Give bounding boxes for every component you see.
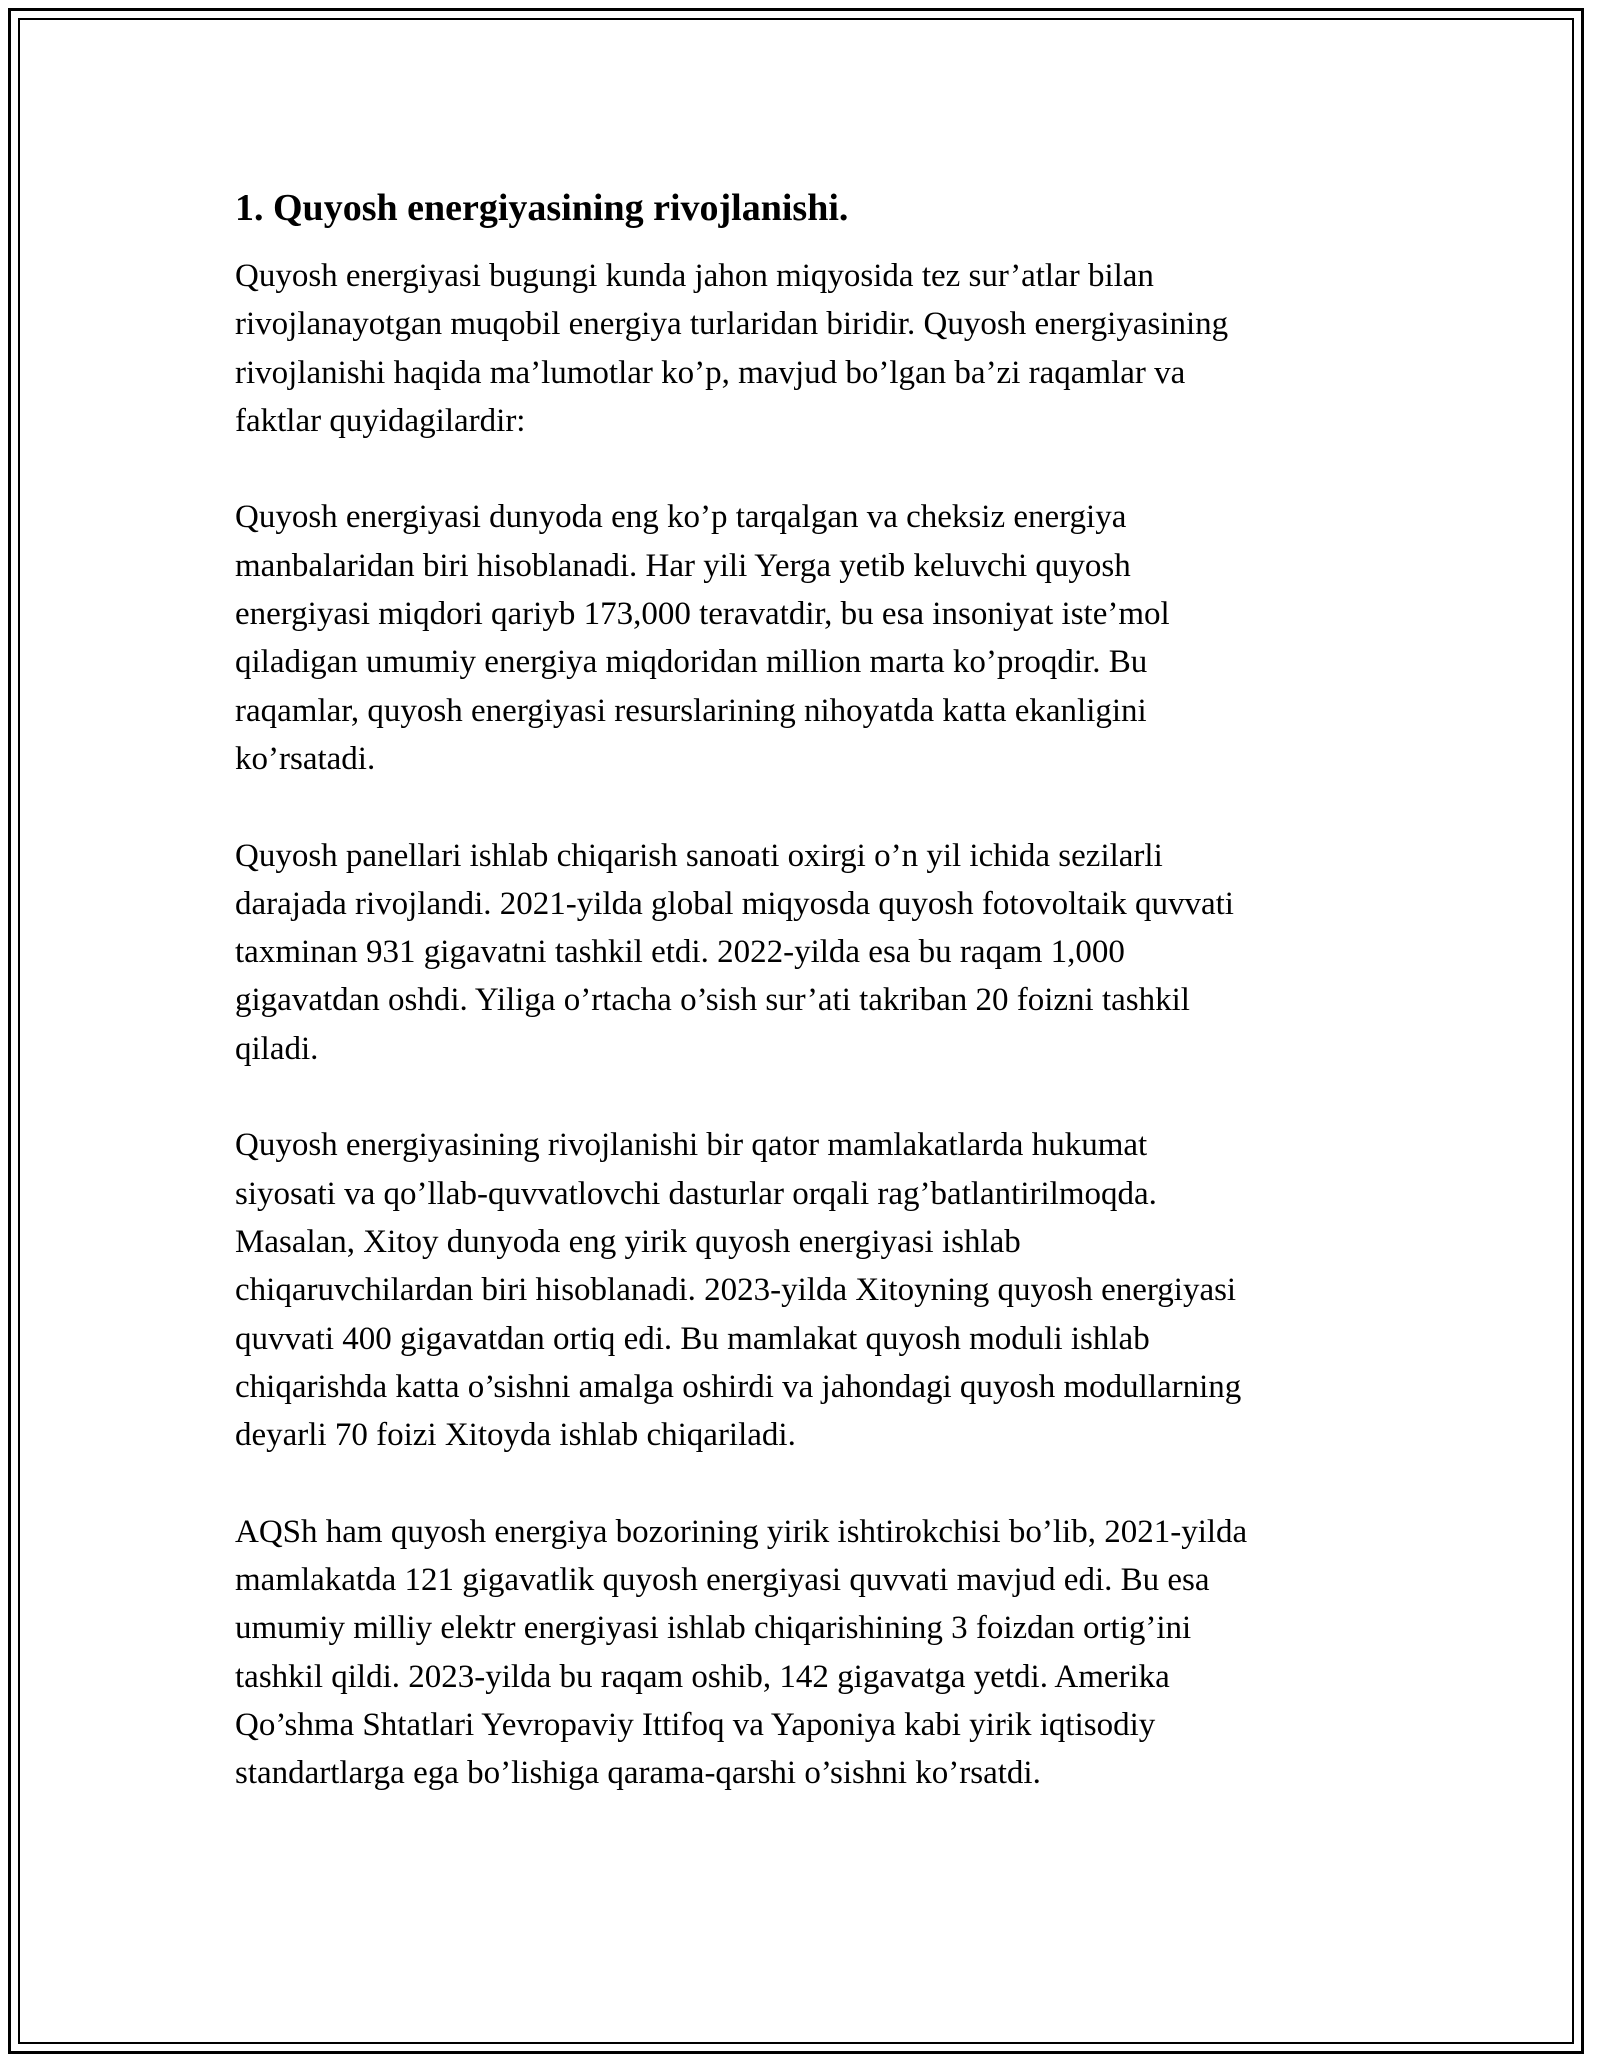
paragraph [235, 1508, 1375, 1798]
text-line: mamlakatda 121 gigavatlik quyosh energiyasi quvvati mavjud edi. Bu esa [235, 1562, 1210, 1599]
text-line: ko’rsatadi. [235, 740, 376, 777]
paragraph [235, 1121, 1375, 1459]
text-line: qiladi. [235, 1030, 319, 1067]
paragraph [235, 252, 1375, 445]
text-line: chiqaruvchilardan biri hisoblanadi. 2023-yilda Xitoyning quyosh energiyasi [235, 1272, 1237, 1309]
text-line: siyosati va qo’llab-quvvatlovchi dasturlar orqali rag’batlantirilmoqda. [235, 1175, 1157, 1212]
text-line: Qo’shma Shtatlari Yevropaviy Ittifoq va Yaponiya kabi yirik iqtisodiy [235, 1706, 1156, 1743]
text-line: Masalan, Xitoy dunyoda eng yirik quyosh energiyasi ishlab [235, 1223, 1021, 1260]
text-line: AQSh ham quyosh energiya bozorining yirik ishtirokchisi bo’lib, 2021-yilda [235, 1513, 1248, 1550]
text-line: rivojlanayotgan muqobil energiya turlaridan biridir. Quyosh energiyasining [235, 306, 1229, 343]
document-body [235, 184, 1375, 1846]
text-line: standartlarga ega bo’lishiga qarama-qarshi o’sishni ko’rsatdi. [235, 1755, 1041, 1792]
text-line: faktlar quyidagilardir: [235, 402, 526, 439]
text-line: taxminan 931 gigavatni tashkil etdi. 2022-yilda esa bu raqam 1,000 [235, 934, 1125, 971]
text-line: Quyosh energiyasi dunyoda eng ko’p tarqalgan va cheksiz energiya [235, 499, 1127, 536]
paragraph-list [235, 252, 1375, 1798]
text-line: umumiy milliy elektr energiyasi ishlab chiqarishining 3 foizdan ortig’ini [235, 1610, 1192, 1647]
text-line: rivojlanishi haqida ma’lumotlar ko’p, mavjud bo’lgan ba’zi raqamlar va [235, 354, 1186, 391]
paragraph [235, 493, 1375, 783]
text-line: qiladigan umumiy energiya miqdoridan million marta ko’proqdir. Bu [235, 644, 1148, 681]
text-line: deyarli 70 foizi Xitoyda ishlab chiqariladi. [235, 1417, 796, 1454]
section-heading: 1. Quyosh energiyasining rivojlanishi. [235, 187, 849, 229]
text-line: gigavatdan oshdi. Yiliga o’rtacha o’sish sur’ati takriban 20 foizni tashkil [235, 982, 1190, 1019]
text-line: tashkil qildi. 2023-yilda bu raqam oshib, 142 gigavatga yetdi. Amerika [235, 1658, 1170, 1695]
text-line: Quyosh energiyasining rivojlanishi bir qator mamlakatlarda hukumat [235, 1127, 1148, 1164]
text-line: quvvati 400 gigavatdan ortiq edi. Bu mamlakat quyosh moduli ishlab [235, 1320, 1150, 1357]
text-line: Quyosh energiyasi bugungi kunda jahon miqyosida tez sur’atlar bilan [235, 258, 1154, 294]
text-line: Quyosh panellari ishlab chiqarish sanoati oxirgi o’n yil ichida sezilarli [235, 837, 1163, 874]
text-line: manbalaridan biri hisoblanadi. Har yili Yerga yetib keluvchi quyosh [235, 547, 1131, 584]
text-line: energiyasi miqdori qariyb 173,000 teravatdir, bu esa insoniyat iste’mol [235, 596, 1170, 633]
paragraph [235, 832, 1375, 1073]
text-line: chiqarishda katta o’sishni amalga oshirdi va jahondagi quyosh modullarning [235, 1368, 1242, 1405]
text-line: darajada rivojlandi. 2021-yilda global miqyosda quyosh fotovoltaik quvvati [235, 885, 1234, 922]
text-line: raqamlar, quyosh energiyasi resurslarining nihoyatda katta ekanligini [235, 692, 1147, 729]
